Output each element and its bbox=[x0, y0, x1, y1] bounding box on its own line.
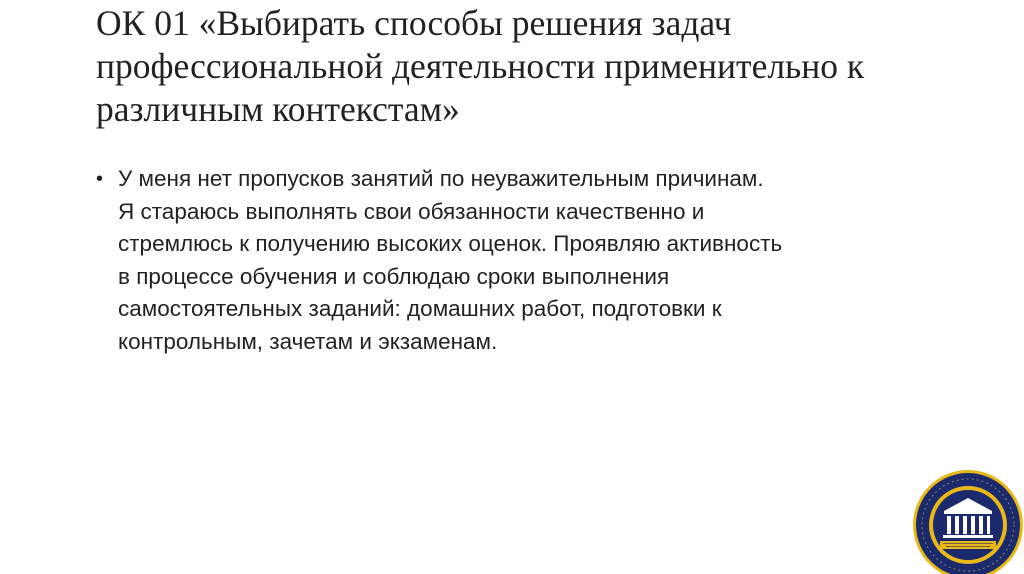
college-emblem-icon bbox=[910, 467, 1024, 574]
bullet-line: Я стараюсь выполнять свои обязанности качественно и bbox=[118, 198, 705, 224]
slide-body bbox=[96, 163, 956, 359]
title-line: профессиональной деятельности применительно к bbox=[96, 46, 865, 86]
bullet-line: стремлюсь к получению высоких оценок. Проявляю активность bbox=[118, 231, 783, 257]
bullet-line: самостоятельных заданий: домашних работ, подготовки к bbox=[118, 296, 722, 322]
bullet-line: в процессе обучения и соблюдаю сроки выполнения bbox=[118, 263, 670, 289]
slide-title bbox=[96, 2, 956, 131]
bullet-marker: • bbox=[96, 168, 104, 190]
title-line: различным контекстам» bbox=[96, 89, 460, 129]
bullet-text bbox=[118, 163, 782, 359]
bullet-line: У меня нет пропусков занятий по неуважительным причинам. bbox=[118, 166, 764, 191]
title-line: ОК 01 «Выбирать способы решения задач bbox=[96, 3, 732, 43]
bullet-line: контрольным, зачетам и экзаменам. bbox=[118, 328, 498, 354]
bullet-item bbox=[96, 163, 956, 359]
